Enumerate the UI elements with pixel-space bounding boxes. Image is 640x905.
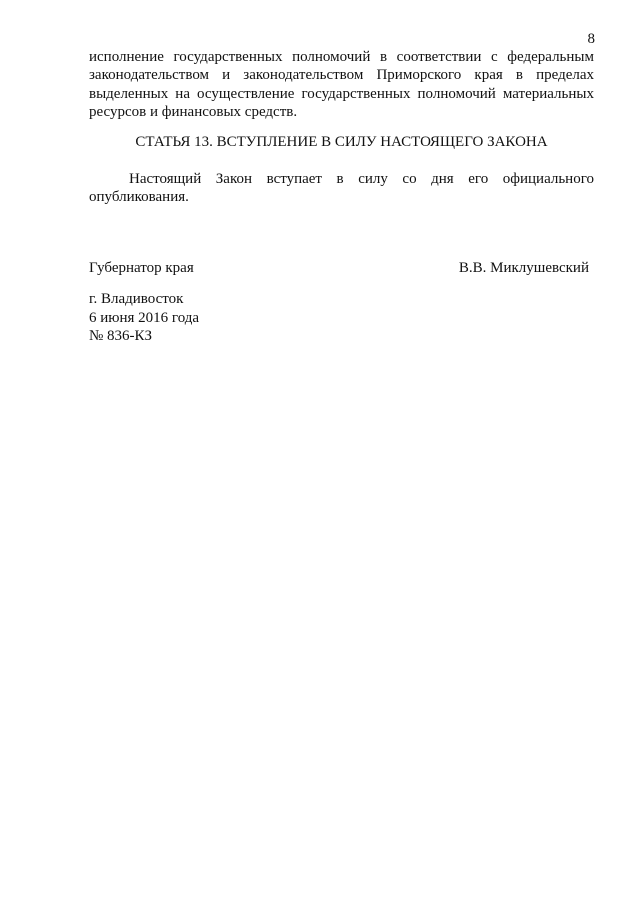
law-number: № 836-КЗ xyxy=(89,328,153,344)
date: 6 июня 2016 года xyxy=(89,309,200,326)
article-heading: СТАТЬЯ 13. ВСТУПЛЕНИЕ В СИЛУ НАСТОЯЩЕГО ЗАКОНА xyxy=(135,134,548,150)
city: г. Владивосток xyxy=(89,291,184,307)
signature-row xyxy=(89,259,589,277)
paragraph-entry-into-force: Настоящий Закон вступает в силу со дня его официального опубликования. xyxy=(89,171,594,206)
place-date-block xyxy=(89,290,199,346)
page-number: 8 xyxy=(587,31,595,47)
signatory-name: В.В. Миклушевский xyxy=(458,260,589,276)
signatory-title: Губернатор края xyxy=(89,260,194,276)
paragraph-continued: исполнение государственных полномочий в соответствии с федеральным законодательством и законодательством Приморского края в пределах выделенных на осуществление государственных полномочий материальных ресурсов и финансовых средств. xyxy=(89,49,594,120)
